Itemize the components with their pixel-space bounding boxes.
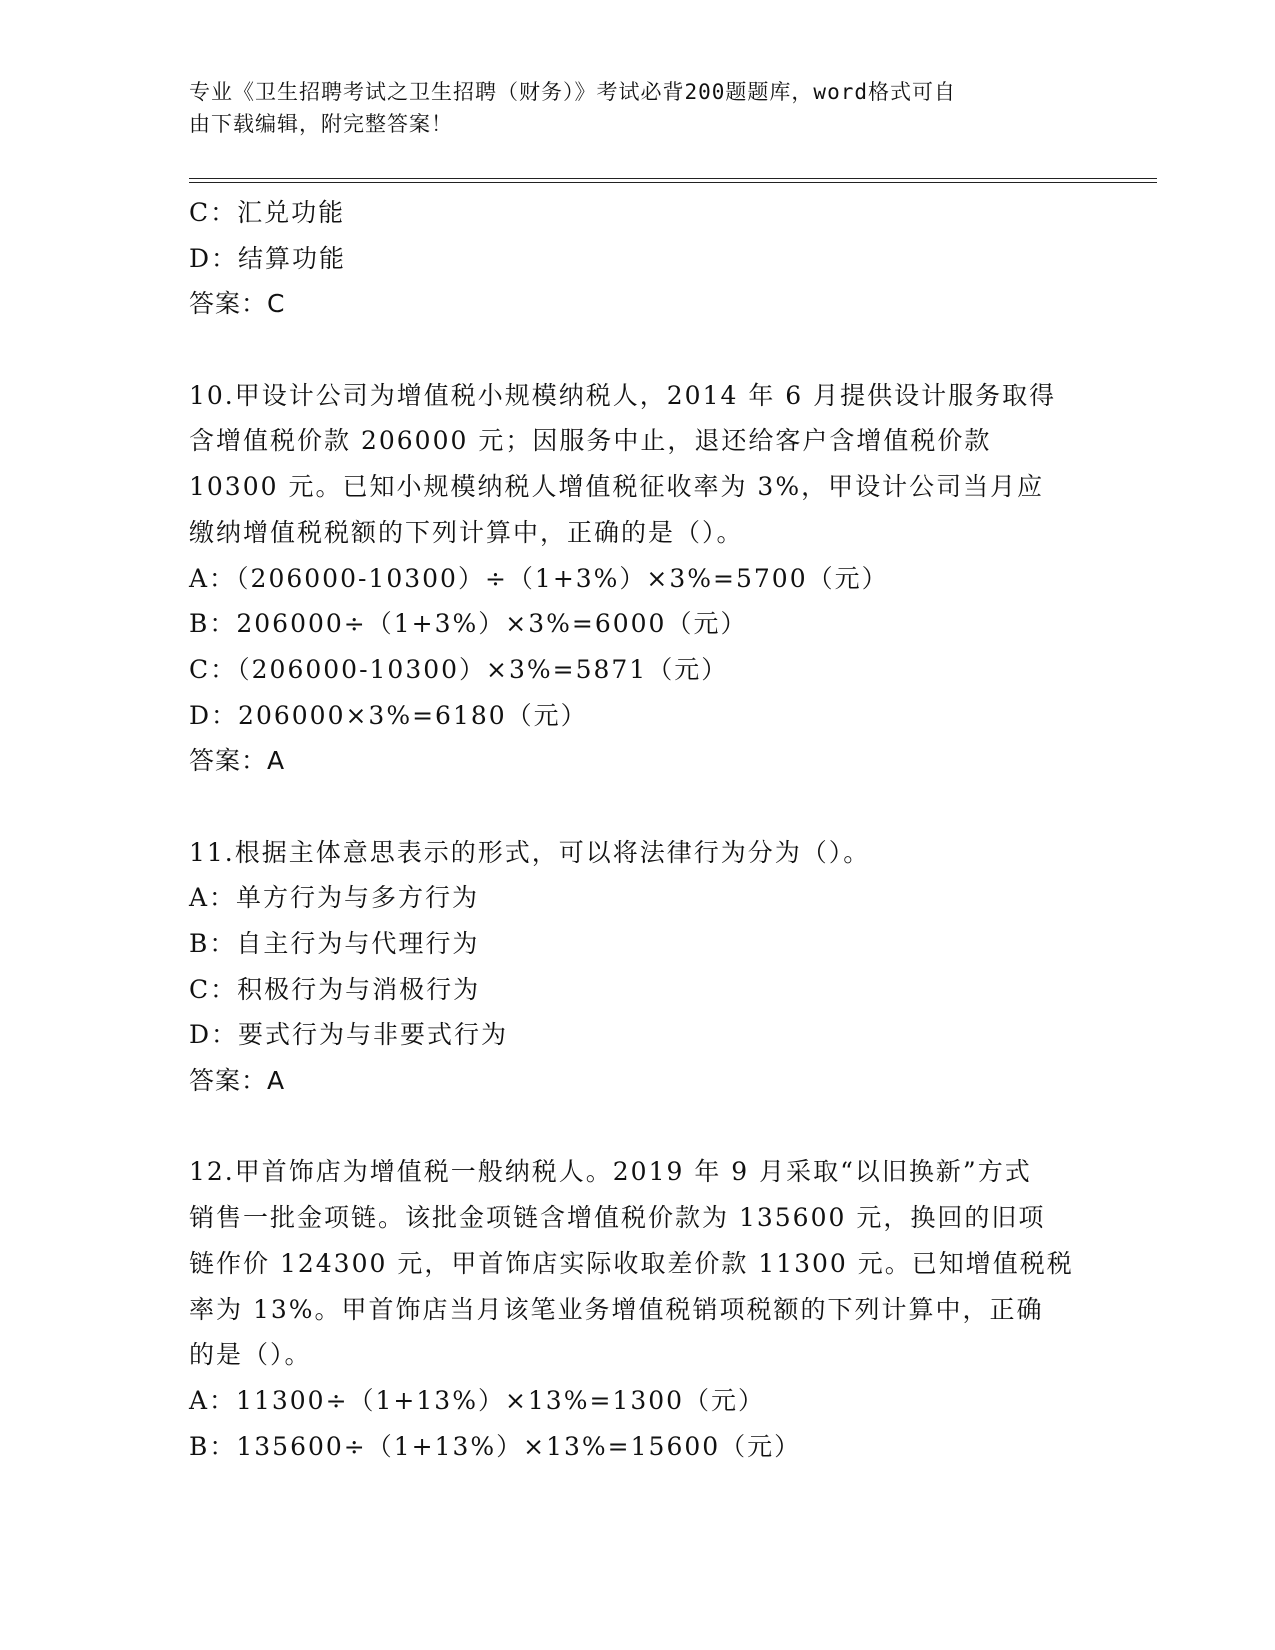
spacer <box>189 784 1109 830</box>
q11-option-a: A：单方行为与多方行为 <box>189 883 480 913</box>
q10-stem-line-3: 10300 元。已知小规模纳税人增值税征收率为 3%，甲设计公司当月应 <box>189 472 1045 502</box>
q11-stem: 11.根据主体意思表示的形式，可以将法律行为分为（）。 <box>189 837 871 867</box>
spacer <box>189 1104 1109 1150</box>
q10-stem-line-2: 含增值税价款 206000 元；因服务中止，退还给客户含增值税价款 <box>189 426 992 456</box>
question-10 <box>189 373 1109 784</box>
q9-answer: 答案：C <box>189 289 286 319</box>
question-11 <box>189 830 1109 1104</box>
q11-option-c: C：积极行为与消极行为 <box>189 974 481 1004</box>
q10-stem-line-4: 缴纳增值税税额的下列计算中，正确的是（）。 <box>189 517 744 547</box>
header-line-2: 由下载编辑，附完整答案！ <box>189 112 453 136</box>
document-header <box>189 76 1089 140</box>
q10-option-d: D：206000×3%=6180（元） <box>189 700 588 730</box>
q12-stem-line-2: 销售一批金项链。该批金项链含增值税价款为 135600 元，换回的旧项 <box>189 1203 1046 1233</box>
q10-stem-line-1: 10.甲设计公司为增值税小规模纳税人，2014 年 6 月提供设计服务取得 <box>189 380 1057 410</box>
q10-answer: 答案：A <box>189 746 286 776</box>
q11-answer: 答案：A <box>189 1066 286 1096</box>
q12-stem-line-3: 链作价 124300 元，甲首饰店实际收取差价款 11300 元。已知增值税税 <box>189 1248 1074 1278</box>
header-line-1: 专业《卫生招聘考试之卫生招聘（财务）》考试必背200题题库，word格式可自 <box>189 80 956 104</box>
q12-stem-line-1: 12.甲首饰店为增值税一般纳税人。2019 年 9 月采取“以旧换新”方式 <box>189 1157 1032 1187</box>
q9-option-d: D：结算功能 <box>189 243 347 273</box>
q12-option-a: A：11300÷（1+13%）×13%=1300（元） <box>189 1385 766 1415</box>
q9-option-c: C：汇兑功能 <box>189 198 346 227</box>
question-list <box>189 190 1109 1469</box>
q12-stem-line-5: 的是（）。 <box>189 1340 312 1370</box>
q12-stem-line-4: 率为 13%。甲首饰店当月该笔业务增值税销项税额的下列计算中，正确 <box>189 1294 1044 1324</box>
header-rule-bottom <box>189 182 1157 183</box>
q10-option-c: C：（206000-10300）×3%=5871（元） <box>189 654 729 684</box>
spacer <box>189 327 1109 373</box>
question-12 <box>189 1149 1109 1469</box>
question-9 <box>189 190 1109 327</box>
q12-option-b: B：135600÷（1+13%）×13%=15600（元） <box>189 1431 802 1461</box>
q11-option-d: D：要式行为与非要式行为 <box>189 1020 509 1050</box>
q10-option-b: B：206000÷（1+3%）×3%=6000（元） <box>189 609 748 639</box>
q11-option-b: B：自主行为与代理行为 <box>189 929 480 958</box>
q10-option-a: A：（206000-10300）÷（1+3%）×3%=5700（元） <box>189 563 889 593</box>
header-rule-top <box>189 178 1157 179</box>
